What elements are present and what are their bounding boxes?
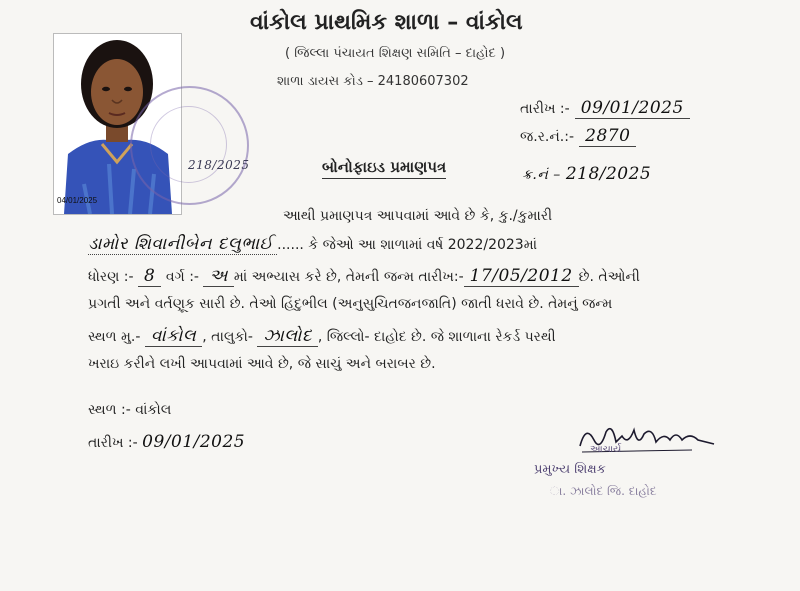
date-label: તારીખ :- [520,101,570,117]
birthplace-label: સ્થળ મુ.- [88,329,141,345]
body-line-2 [88,234,537,254]
body-line-4: પ્રગતી અને વર્તણૂક સારી છે. તેઓ હિંદુભીલ (અનુસુચિતજનજાતિ) જાતી ધરાવે છે. તેમનું જન્મ [88,296,613,312]
body-line-3 [88,266,640,286]
signature-role: પ્રમુખ્ય શિક્ષક [534,462,606,477]
gr-value: 2870 [579,126,636,147]
std-label: ધોરણ :- [88,269,134,285]
dise-code: શાળા ડાયસ કોડ – 24180607302 [277,74,469,89]
div-value: અ [203,266,233,287]
signature-role-small: આચાર્ય [590,444,622,455]
body-line-1: આથી પ્રમાણપત્ર આપવામાં આવે છે કે, કુ./કુમારી [283,208,553,224]
dob-value: 17/05/2012 [464,266,579,287]
body-line-5 [88,326,556,346]
gr-row [520,126,636,146]
authority-line: ( જિલ્લા પંચાયત શિક્ષણ સમિતિ – દાહોદ ) [285,46,506,61]
std-value: 8 [138,266,161,287]
body-line-3-mid: માં અભ્યાસ કરે છે, તેમની જન્મ તારીખ:- [233,269,464,285]
body-line-3-end: છે. તેઓની [578,269,640,285]
gr-label: જ.ર.નં.:- [520,129,575,145]
body-line-6: ખરાઇ કરીને લખી આપવામાં આવે છે, જે સાચું અને બરાબર છે. [88,356,436,372]
outward-row [522,164,651,184]
date-row [520,98,690,118]
place-line: સ્થળ :- વાંકોલ [88,402,172,418]
footer-date-row [88,432,245,452]
photo-date: 04/01/2025 [57,196,98,205]
certificate-title: બોનોફાઇડ પ્રમાણપત્ર [322,158,446,179]
birthplace-value: વાંકોલ [145,326,202,347]
date-value: 09/01/2025 [575,98,690,119]
body-line-2-rest: ...... કે જેઓ આ શાળામાં વર્ષ 2022/2023માં [277,237,538,253]
taluka-label: , તાલુકો- [202,329,253,345]
div-label: વર્ગ :- [165,269,199,285]
stamp-number: 218/2025 [188,158,250,172]
signature-stamp-line: ા. ઝાલોદ જિ. દાહોદ [550,484,657,498]
footer-date-value: 09/01/2025 [142,432,246,452]
footer-date-label: તારીખ :- [88,435,138,451]
outward-label: ક્ર.નં – [522,167,561,183]
taluka-value: ઝાલોદ [257,326,318,347]
body-line-5-end: , જિલ્લો- દાહોદ છે. જે શાળાના રેકર્ડ પરથી [317,329,556,345]
outward-value: 218/2025 [565,164,652,184]
student-name: ડામોર શિવાનીબેન દલુભાઈ [88,234,277,255]
school-name: વાંકોલ પ્રાથમિક શાળા – વાંકોલ [250,10,523,35]
